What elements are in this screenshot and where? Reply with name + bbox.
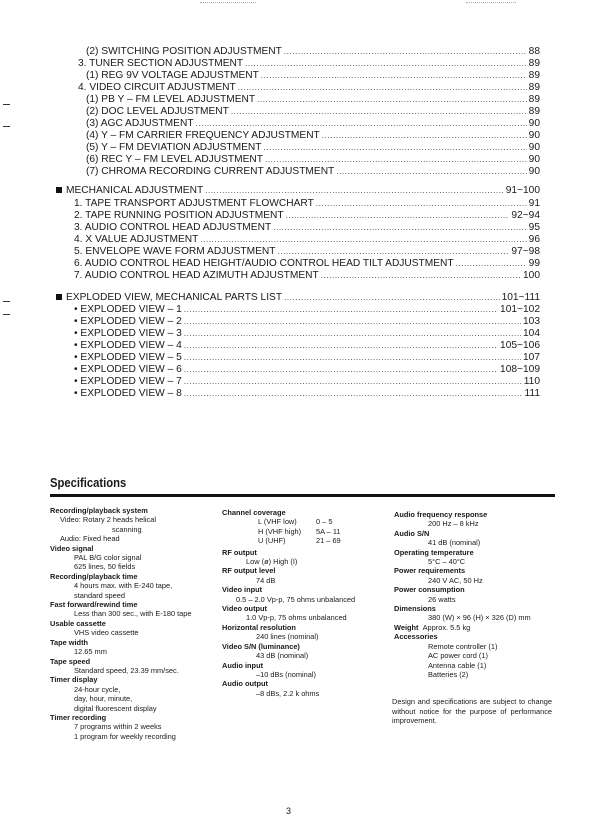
toc-leader — [231, 106, 527, 118]
spec-heading: Audio output — [222, 679, 268, 689]
toc-entry — [86, 70, 540, 82]
spec-heading: Timer display — [50, 675, 98, 685]
toc-entry-label: 4. VIDEO CIRCUIT ADJUSTMENT — [78, 82, 236, 93]
toc-entry-label: (3) AGC ADJUSTMENT — [86, 118, 194, 129]
toc-entry — [86, 142, 540, 154]
toc-leader — [205, 185, 504, 197]
toc-entry — [74, 210, 540, 222]
margin-mark — [3, 126, 10, 127]
toc-leader — [200, 234, 526, 246]
toc-leader — [284, 292, 499, 304]
toc-entry-label: 1. TAPE TRANSPORT ADJUSTMENT FLOWCHART — [74, 198, 314, 209]
spec-value: 26 watts — [428, 594, 456, 604]
spec-value: digital fluorescent display — [74, 703, 157, 713]
toc-entry-page: 104 — [523, 328, 540, 339]
title-rule — [50, 494, 555, 497]
toc-entry-page: 91~100 — [505, 185, 540, 196]
toc-leader — [284, 46, 527, 58]
channel-coverage-table — [222, 517, 388, 545]
toc-entry — [74, 270, 540, 282]
spec-value: 12.65 mm — [74, 647, 107, 657]
toc-entry-page: 105~106 — [500, 340, 540, 351]
channel-range: 21 – 69 — [316, 536, 341, 546]
accessory-item: AC power cord (1) — [428, 651, 488, 661]
toc-leader — [336, 166, 526, 178]
spec-heading: Video S/N (luminance) — [222, 641, 300, 651]
toc-entry — [86, 94, 540, 106]
toc-entry-page: 101~111 — [501, 292, 540, 303]
spec-heading: RF output level — [222, 566, 276, 576]
toc-entry — [74, 234, 540, 246]
toc-entry — [74, 304, 540, 316]
toc-entry-page: 97~98 — [511, 246, 540, 257]
spec-heading: Operating temperature — [394, 547, 474, 557]
spec-value: 200 Hz – 8 kHz — [428, 519, 479, 529]
toc-entry-page: 89 — [528, 94, 540, 105]
toc-entry — [86, 106, 540, 118]
toc-entry-label: • EXPLODED VIEW – 1 — [74, 304, 182, 315]
toc-entry-label: (2) DOC LEVEL ADJUSTMENT — [86, 106, 229, 117]
spec-value: VHS video cassette — [74, 628, 139, 638]
toc-leader — [257, 94, 527, 106]
section-bullet-icon — [56, 187, 62, 193]
spec-heading: Recording/playback system — [50, 506, 148, 515]
toc-entry-page: 110 — [523, 376, 540, 387]
spec-value: 7 programs within 2 weeks — [74, 722, 162, 732]
top-dotted-line — [200, 2, 256, 4]
toc-leader — [184, 340, 498, 352]
spec-value: Standard speed, 23.39 mm/sec. — [74, 665, 179, 675]
spec-value: 240 lines (nominal) — [256, 632, 319, 642]
toc-entry-page: 103 — [523, 316, 540, 327]
toc-entry — [74, 364, 540, 376]
toc-section — [66, 185, 540, 197]
toc-entry-page: 101~102 — [500, 304, 540, 315]
toc-entry-page: 92~94 — [511, 210, 540, 221]
spec-heading: Accessories — [394, 632, 438, 642]
toc-entry-label: • EXPLODED VIEW – 8 — [74, 388, 182, 399]
toc-entry-page: 108~109 — [500, 364, 540, 375]
channel-band: U (UHF) — [258, 536, 286, 546]
section-bullet-icon — [56, 294, 62, 300]
spec-heading: Video signal — [50, 543, 94, 553]
spec-value: 24-hour cycle, — [74, 684, 121, 694]
page-number: 3 — [286, 806, 292, 816]
toc-entry-page: 89 — [528, 82, 540, 93]
spec-heading: Audio input — [222, 660, 264, 670]
spec-heading: Audio frequency response — [394, 510, 488, 519]
spec-value: 5°C – 40°C — [428, 557, 466, 567]
toc-entry-page: 90 — [528, 154, 540, 165]
toc-leader — [184, 328, 521, 340]
toc-leader — [321, 270, 521, 282]
toc-entry-label: 3. AUDIO CONTROL HEAD ADJUSTMENT — [74, 222, 272, 233]
toc-entry — [78, 82, 540, 94]
toc-entry-page: 99 — [528, 258, 540, 269]
toc-entry-page: 100 — [523, 270, 540, 281]
toc-entry-label: • EXPLODED VIEW – 2 — [74, 316, 182, 327]
toc-leader — [322, 130, 527, 142]
spec-value: standard speed — [74, 590, 125, 600]
toc-leader — [263, 142, 526, 154]
spec-value: Audio: Fixed head — [60, 534, 120, 544]
toc-entry-label: 3. TUNER SECTION ADJUSTMENT — [78, 58, 244, 69]
toc-entry — [74, 328, 540, 340]
spec-column-1 — [50, 506, 220, 741]
spec-heading: Weight — [394, 622, 419, 632]
toc-entry-label: (1) PB Y – FM LEVEL ADJUSTMENT — [86, 94, 256, 105]
spec-heading: Power consumption — [394, 585, 465, 595]
toc-leader — [184, 364, 498, 376]
toc-leader — [184, 388, 523, 400]
toc-entry-page: 89 — [528, 58, 540, 69]
toc-entry-label: • EXPLODED VIEW – 6 — [74, 364, 182, 375]
spec-heading: Power requirements — [394, 566, 466, 576]
spec-value: 240 V AC, 50 Hz — [428, 575, 483, 585]
spec-value: 74 dB — [256, 575, 276, 585]
specifications-title: Specifications — [50, 476, 127, 490]
toc-entry-label: 7. AUDIO CONTROL HEAD AZIMUTH ADJUSTMENT — [74, 270, 319, 281]
spec-value: –8 dBs, 2.2 k ohms — [256, 688, 320, 698]
toc-section — [66, 292, 540, 304]
toc-entry-page: 96 — [528, 234, 540, 245]
toc-entry-label: EXPLODED VIEW, MECHANICAL PARTS LIST — [66, 292, 283, 303]
toc-entry-label: • EXPLODED VIEW – 3 — [74, 328, 182, 339]
toc-entry — [86, 166, 540, 178]
spec-value: 0.5 – 2.0 Vp-p, 75 ohms unbalanced — [236, 594, 356, 604]
toc-leader — [286, 210, 510, 222]
margin-mark — [3, 301, 10, 302]
spec-heading: Recording/playback time — [50, 571, 138, 581]
spec-value: Less than 300 sec., with E-180 tape — [74, 609, 192, 619]
spec-value: day, hour, minute, — [74, 694, 133, 704]
channel-range: 5A – 11 — [316, 526, 341, 536]
spec-value: 625 lines, 50 fields — [74, 562, 136, 572]
toc-entry-label: • EXPLODED VIEW – 5 — [74, 352, 182, 363]
spec-value: 380 (W) × 96 (H) × 326 (D) mm — [428, 613, 531, 623]
top-dotted-line — [466, 2, 516, 4]
spec-heading: Tape speed — [50, 656, 91, 666]
spec-value: Approx. 5.5 kg — [422, 622, 471, 632]
toc-entry-label: (4) Y – FM CARRIER FREQUENCY ADJUSTMENT — [86, 130, 320, 141]
toc-entry — [74, 340, 540, 352]
margin-mark — [3, 104, 10, 105]
toc-leader — [184, 376, 522, 388]
toc-entry-page: 111 — [524, 388, 540, 399]
spec-value: Low (ø) High (I) — [246, 557, 298, 567]
toc-entry-label: 5. ENVELOPE WAVE FORM ADJUSTMENT — [74, 246, 276, 257]
toc-entry-page: 90 — [528, 142, 540, 153]
channel-band: H (VHF high) — [258, 526, 302, 536]
toc-entry — [74, 388, 540, 400]
toc-entry-page: 88 — [528, 46, 540, 57]
toc-entry — [78, 58, 540, 70]
toc-entry — [74, 376, 540, 388]
toc-entry-page: 95 — [528, 222, 540, 233]
spec-heading: Channel coverage — [222, 508, 286, 517]
spec-value: 1 program for weekly recording — [74, 731, 176, 741]
spec-heading: Fast forward/rewind time — [50, 600, 138, 610]
specifications-note: Design and specifications are subject to change without notice for the purpose of performance improvement. — [392, 697, 552, 726]
spec-column-2 — [222, 508, 388, 698]
spec-value: scanning — [112, 524, 142, 534]
channel-range: 0 – 5 — [316, 517, 333, 527]
toc-leader — [238, 82, 527, 94]
toc-entry-label: (5) Y – FM DEVIATION ADJUSTMENT — [86, 142, 262, 153]
toc-leader — [265, 154, 527, 166]
toc-entry-page: 91 — [528, 198, 540, 209]
toc-entry-label: (7) CHROMA RECORDING CURRENT ADJUSTMENT — [86, 166, 335, 177]
spec-heading: Video input — [222, 585, 263, 595]
toc-leader — [316, 198, 527, 210]
toc-leader — [261, 70, 527, 82]
spec-heading: Timer recording — [50, 712, 107, 722]
toc-entry-page: 90 — [528, 118, 540, 129]
toc-entry-page: 89 — [528, 70, 540, 81]
toc-entry — [86, 130, 540, 142]
toc-entry — [86, 118, 540, 130]
spec-heading: Usable cassette — [50, 618, 106, 628]
toc-entry-page: 90 — [528, 166, 540, 177]
accessory-item: Remote controller (1) — [428, 641, 498, 651]
toc-entry-label: 6. AUDIO CONTROL HEAD HEIGHT/AUDIO CONTROL HEAD TILT ADJUSTMENT — [74, 258, 454, 269]
spec-heading: Video output — [222, 604, 268, 614]
toc-entry-label: (1) REG 9V VOLTAGE ADJUSTMENT — [86, 70, 259, 81]
spec-heading: RF output — [222, 547, 257, 557]
toc-entry-page: 107 — [523, 352, 540, 363]
spec-heading: Dimensions — [394, 604, 436, 614]
toc-leader — [184, 352, 521, 364]
toc-entry — [74, 316, 540, 328]
toc-entry-label: • EXPLODED VIEW – 7 — [74, 376, 182, 387]
channel-band: L (VHF low) — [258, 517, 297, 527]
spec-heading: Tape width — [50, 637, 89, 647]
weight-line — [394, 623, 554, 632]
spec-heading: Horizontal resolution — [222, 622, 296, 632]
spec-value: PAL B/G color signal — [74, 553, 142, 563]
toc-leader — [184, 304, 498, 316]
toc-leader — [245, 58, 527, 70]
spec-heading: Audio S/N — [394, 528, 430, 538]
toc-entry-label: 4. X VALUE ADJUSTMENT — [74, 234, 199, 245]
toc-entry-label: • EXPLODED VIEW – 4 — [74, 340, 182, 351]
accessory-item: Antenna cable (1) — [428, 660, 487, 670]
spec-value: 1.0 Vp-p, 75 ohms unbalanced — [246, 613, 347, 623]
toc-entry-label: (2) SWITCHING POSITION ADJUSTMENT — [86, 46, 282, 57]
toc-entry — [86, 154, 540, 166]
toc-entry — [74, 246, 540, 258]
margin-mark — [3, 314, 10, 315]
toc-entry-page: 90 — [528, 130, 540, 141]
toc-entry — [86, 46, 540, 58]
toc-entry — [74, 258, 540, 270]
toc-leader — [273, 222, 526, 234]
spec-column-3 — [394, 510, 554, 679]
spec-value: 43 dB (nominal) — [256, 651, 309, 661]
spec-value: 41 dB (nominal) — [428, 538, 481, 548]
toc-leader — [184, 316, 521, 328]
toc-leader — [456, 258, 527, 270]
toc-leader — [278, 246, 510, 258]
toc-entry — [74, 198, 540, 210]
toc-entry-label: MECHANICAL ADJUSTMENT — [66, 185, 204, 196]
toc-entry-label: 2. TAPE RUNNING POSITION ADJUSTMENT — [74, 210, 284, 221]
spec-value: Video: Rotary 2 heads helical — [60, 515, 157, 525]
toc-entry-label: (6) REC Y – FM LEVEL ADJUSTMENT — [86, 154, 264, 165]
spec-value: 4 hours max. with E-240 tape, — [74, 581, 173, 591]
toc-entry — [74, 222, 540, 234]
spec-value: –10 dBs (nominal) — [256, 669, 316, 679]
toc-leader — [196, 118, 527, 130]
toc-entry — [74, 352, 540, 364]
toc-entry-page: 89 — [528, 106, 540, 117]
accessory-item: Batteries (2) — [428, 669, 469, 679]
